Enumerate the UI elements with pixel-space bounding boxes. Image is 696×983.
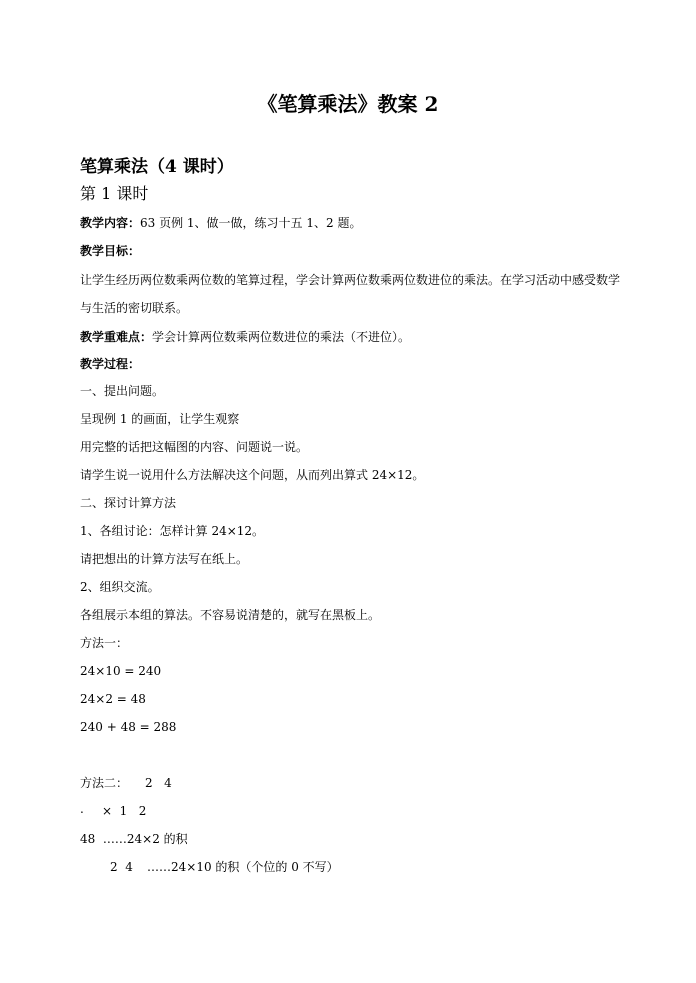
step-line: 呈现例 1 的画面，让学生观察	[80, 412, 240, 426]
goals-paragraph: 让学生经历两位数乘两位数的笔算过程，学会计算两位数乘两位数进位的乘法。在学习活动中感受数学与生活的密切联系。	[80, 273, 621, 315]
method-two-label: 方法二：	[80, 776, 129, 790]
equation-line: 240 + 48 = 288	[80, 720, 177, 734]
vertical-calc-multiplier: × 1 2	[102, 804, 147, 818]
content-text: 63 页例 1、做一做，练习十五 1、2 题。	[140, 216, 362, 230]
step-line: 1、各组讨论：怎样计算 24×12。	[80, 524, 265, 538]
step-line: 用完整的话把这幅图的内容、问题说一说。	[80, 440, 309, 454]
step-line: 2、组织交流。	[80, 580, 160, 594]
content-label: 教学内容：	[80, 216, 141, 230]
step-line: 二、探讨计算方法	[80, 496, 177, 510]
step-line: 请学生说一说用什么方法解决这个问题，从而列出算式 24×12。	[80, 468, 425, 482]
goals-label: 教学目标：	[80, 244, 141, 258]
vertical-calc-top-number: 2 4	[145, 776, 172, 790]
method-two-line	[80, 776, 128, 790]
vertical-calc-mark: .	[80, 802, 84, 816]
vertical-calc-partial-product-1: 48 ……24×2 的积	[80, 832, 188, 846]
vertical-calc-partial-product-2: 2 4	[110, 860, 133, 874]
step-line: 一、提出问题。	[80, 384, 165, 398]
difficulty-text: 学会计算两位数乘两位数进位的乘法（不进位）。	[152, 330, 411, 344]
vertical-calc-note: ……24×10 的积（个位的 0 不写）	[147, 860, 339, 874]
equation-line: 24×2 = 48	[80, 692, 146, 706]
difficulty-line	[80, 330, 410, 344]
step-line: 各组展示本组的算法。不容易说清楚的，就写在黑板上。	[80, 608, 381, 622]
method-one-label: 方法一：	[80, 636, 129, 650]
section-title: 笔算乘法（4 课时）	[80, 157, 234, 177]
equation-line: 24×10 = 240	[80, 664, 162, 678]
document-title: 《笔算乘法》教案 2	[257, 92, 439, 116]
step-line: 请把想出的计算方法写在纸上。	[80, 552, 249, 566]
process-label: 教学过程：	[80, 357, 141, 371]
lesson-title: 第 1 课时	[80, 184, 149, 203]
difficulty-label: 教学重难点：	[80, 330, 153, 344]
content-line	[80, 216, 361, 230]
